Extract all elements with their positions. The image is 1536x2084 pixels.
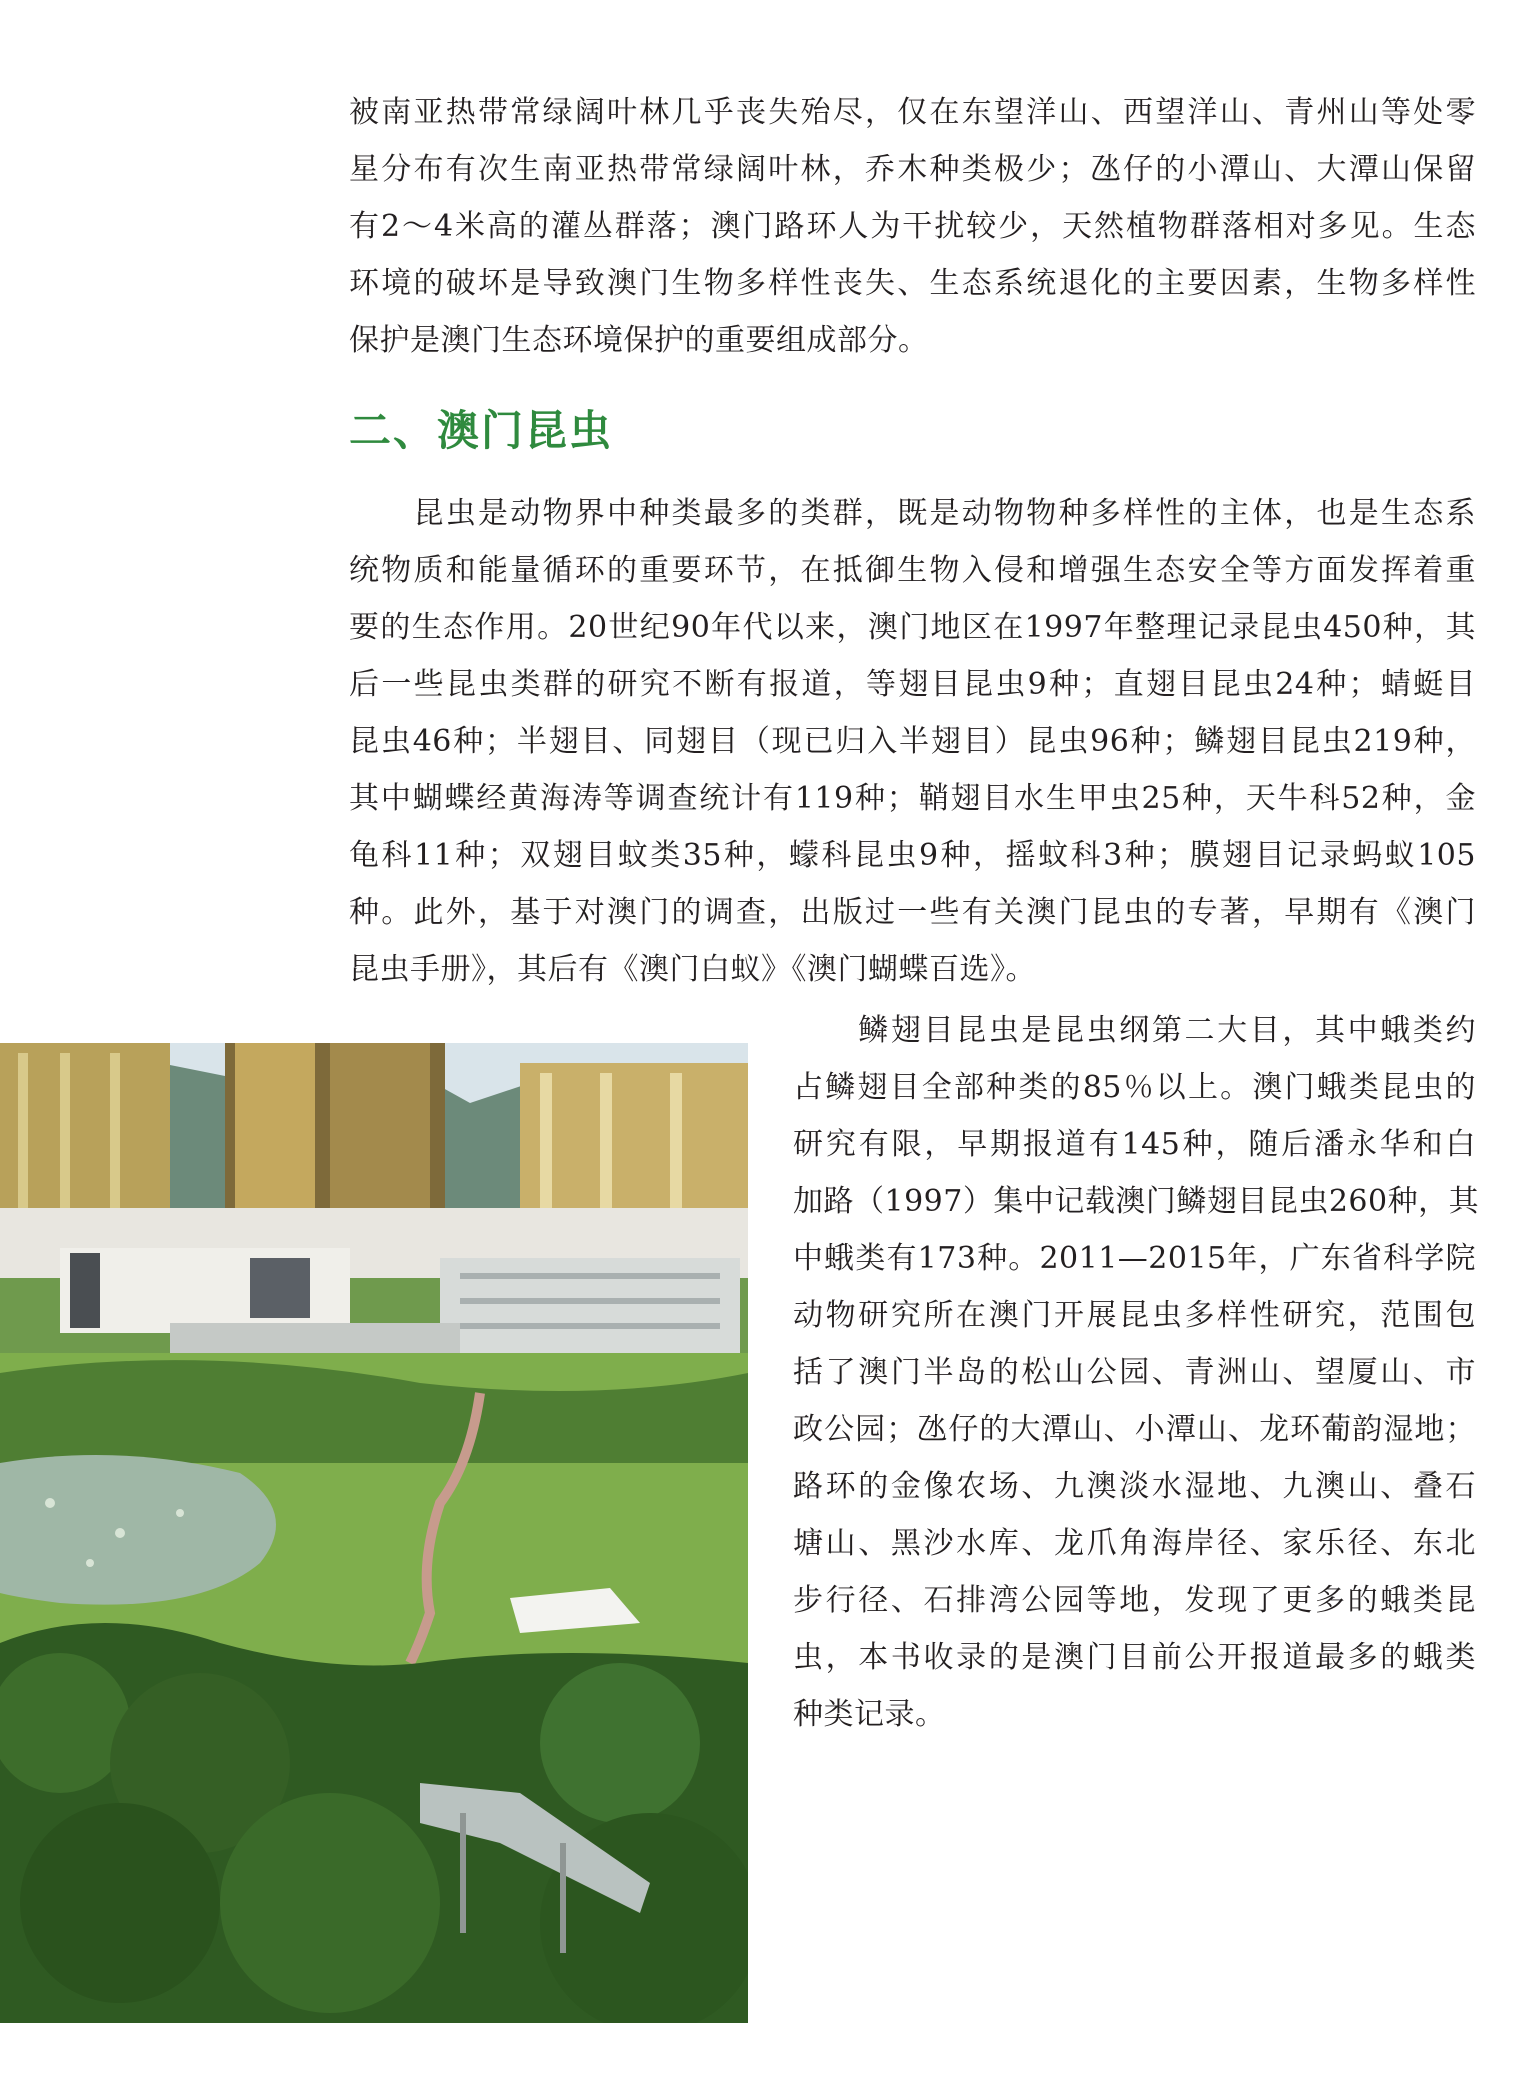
lepidoptera-line: 政公园；氹仔的大潭山、小潭山、龙环葡韵湿地；: [793, 1412, 1476, 1447]
intro-paragraph: [349, 84, 1476, 369]
lepidoptera-line: 种类记录。: [793, 1697, 946, 1732]
lepidoptera-line: 鳞翅目昆虫是昆虫纲第二大目，其中蛾类约: [793, 1013, 1476, 1048]
lepidoptera-paragraph: [793, 1002, 1480, 1743]
intro-line: 被南亚热带常绿阔叶林几乎丧失殆尽，仅在东望洋山、西望洋山、青州山等处零: [349, 95, 1476, 130]
lepidoptera-line: 研究有限，早期报道有145种，随后潘永华和白: [793, 1127, 1476, 1162]
insects-line: 种。此外，基于对澳门的调查，出版过一些有关澳门昆虫的专著，早期有《澳门: [349, 895, 1476, 930]
lepidoptera-line: 塘山、黑沙水库、龙爪角海岸径、家乐径、东北: [793, 1526, 1476, 1561]
lepidoptera-line: 中蛾类有173种。2011—2015年，广东省科学院: [793, 1241, 1476, 1276]
insects-line: 其中蝴蝶经黄海涛等调查统计有119种；鞘翅目水生甲虫25种，天牛科52种，金: [349, 781, 1476, 816]
intro-line: 保护是澳门生态环境保护的重要组成部分。: [349, 323, 929, 358]
macau-wetland-city-photo: [0, 1043, 748, 2023]
lepidoptera-line: 占鳞翅目全部种类的85％以上。澳门蛾类昆虫的: [793, 1070, 1476, 1105]
lepidoptera-line: 括了澳门半岛的松山公园、青洲山、望厦山、市: [793, 1355, 1476, 1390]
photo-illustration: [0, 1043, 748, 2023]
lepidoptera-line: 步行径、石排湾公园等地，发现了更多的蛾类昆: [793, 1583, 1476, 1618]
insects-line: 昆虫是动物界中种类最多的类群，既是动物物种多样性的主体，也是生态系: [349, 496, 1476, 531]
lepidoptera-line: 路环的金像农场、九澳淡水湿地、九澳山、叠石: [793, 1469, 1476, 1504]
insects-line: 龟科11种；双翅目蚊类35种，蠓科昆虫9种，摇蚊科3种；膜翅目记录蚂蚁105: [349, 838, 1476, 873]
lepidoptera-line: 加路（1997）集中记载澳门鳞翅目昆虫260种，其: [793, 1184, 1480, 1219]
insects-line: 后一些昆虫类群的研究不断有报道，等翅目昆虫9种；直翅目昆虫24种；蜻蜓目: [349, 667, 1476, 702]
insects-line: 昆虫46种；半翅目、同翅目（现已归入半翅目）昆虫96种；鳞翅目昆虫219种，: [349, 724, 1476, 759]
intro-line: 有2～4米高的灌丛群落；澳门路环人为干扰较少，天然植物群落相对多见。生态: [349, 209, 1476, 244]
insects-line: 要的生态作用。20世纪90年代以来，澳门地区在1997年整理记录昆虫450种，其: [349, 610, 1476, 645]
intro-line: 星分布有次生南亚热带常绿阔叶林，乔木种类极少；氹仔的小潭山、大潭山保留: [349, 152, 1476, 187]
insects-paragraph: [349, 485, 1476, 998]
insects-line: 昆虫手册》，其后有《澳门白蚁》《澳门蝴蝶百选》。: [349, 952, 1036, 987]
insects-line: 统物质和能量循环的重要环节，在抵御生物入侵和增强生态安全等方面发挥着重: [349, 553, 1476, 588]
intro-line: 环境的破坏是导致澳门生物多样性丧失、生态系统退化的主要因素，生物多样性: [349, 266, 1476, 301]
lepidoptera-line: 虫，本书收录的是澳门目前公开报道最多的蛾类: [793, 1640, 1476, 1675]
section-heading: 二、澳门昆虫: [349, 406, 614, 455]
lepidoptera-line: 动物研究所在澳门开展昆虫多样性研究，范围包: [793, 1298, 1476, 1333]
